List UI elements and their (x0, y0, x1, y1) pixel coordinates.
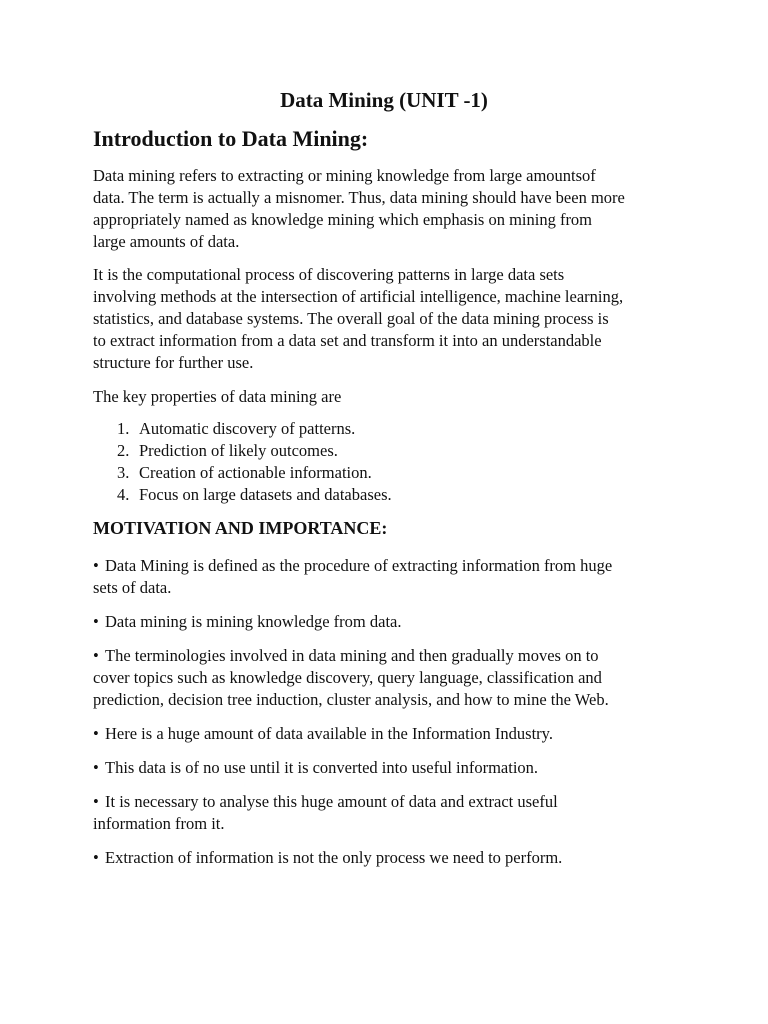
bullet-item (93, 723, 553, 745)
bullet-text: Data mining is mining knowledge from data. (105, 612, 402, 631)
list-number: 3. (117, 463, 130, 482)
numbered-list-item (117, 419, 355, 439)
bullet-text: It is necessary to analyse this huge amount of data and extract useful (105, 792, 558, 811)
bullet-icon: • (93, 848, 99, 867)
list-number: 1. (117, 419, 130, 438)
paragraph-line: The key properties of data mining are (93, 387, 342, 406)
bullet-continuation: prediction, decision tree induction, cluster analysis, and how to mine the Web. (93, 690, 609, 709)
bullet-continuation: information from it. (93, 814, 225, 833)
paragraph-line: involving methods at the intersection of artificial intelligence, machine learning, (93, 287, 624, 306)
bullet-text: This data is of no use until it is converted into useful information. (105, 758, 539, 777)
numbered-list-item (117, 463, 372, 483)
paragraph-line: It is the computational process of discovering patterns in large data sets (93, 265, 565, 284)
section-heading-introduction: Introduction to Data Mining: (93, 126, 369, 151)
paragraph-line: data. The term is actually a misnomer. Thus, data mining should have been more (93, 188, 625, 207)
bullet-continuation: cover topics such as knowledge discovery, query language, classification and (93, 668, 602, 687)
list-item-text: Focus on large datasets and databases. (139, 485, 392, 504)
bullet-text: Extraction of information is not the only process we need to perform. (105, 848, 563, 867)
numbered-list-item (117, 441, 338, 461)
paragraph-line: to extract information from a data set and transform it into an understandable (93, 331, 602, 350)
bullet-text: Data Mining is defined as the procedure of extracting information from huge (105, 556, 613, 575)
bullet-icon: • (93, 612, 99, 631)
document-title: Data Mining (UNIT -1) (280, 88, 488, 112)
bullet-icon: • (93, 758, 99, 777)
list-item-text: Prediction of likely outcomes. (139, 441, 338, 460)
paragraph-line: structure for further use. (93, 353, 254, 372)
list-item-text: Automatic discovery of patterns. (139, 419, 356, 438)
paragraph-line: large amounts of data. (93, 232, 240, 251)
list-number: 4. (117, 485, 130, 504)
list-number: 2. (117, 441, 130, 460)
list-item-text: Creation of actionable information. (139, 463, 372, 482)
paragraph-line: Data mining refers to extracting or mining knowledge from large amountsof (93, 166, 596, 185)
bullet-item (93, 847, 562, 869)
bullet-item (93, 791, 558, 813)
bullet-item (93, 611, 401, 633)
bullet-icon: • (93, 792, 99, 811)
bullet-item (93, 555, 612, 577)
bullet-icon: • (93, 556, 99, 575)
paragraph-line: appropriately named as knowledge mining which emphasis on mining from (93, 210, 593, 229)
bullet-text: The terminologies involved in data mining and then gradually moves on to (105, 646, 599, 665)
numbered-list-item (117, 485, 392, 505)
bullet-icon: • (93, 646, 99, 665)
bullet-text: Here is a huge amount of data available in the Information Industry. (105, 724, 553, 743)
paragraph-line: statistics, and database systems. The overall goal of the data mining process is (93, 309, 609, 328)
bullet-icon: • (93, 724, 99, 743)
bullet-continuation: sets of data. (93, 578, 172, 597)
bullet-item (93, 645, 599, 667)
section-heading-motivation: MOTIVATION AND IMPORTANCE: (93, 518, 388, 538)
bullet-item (93, 757, 538, 779)
